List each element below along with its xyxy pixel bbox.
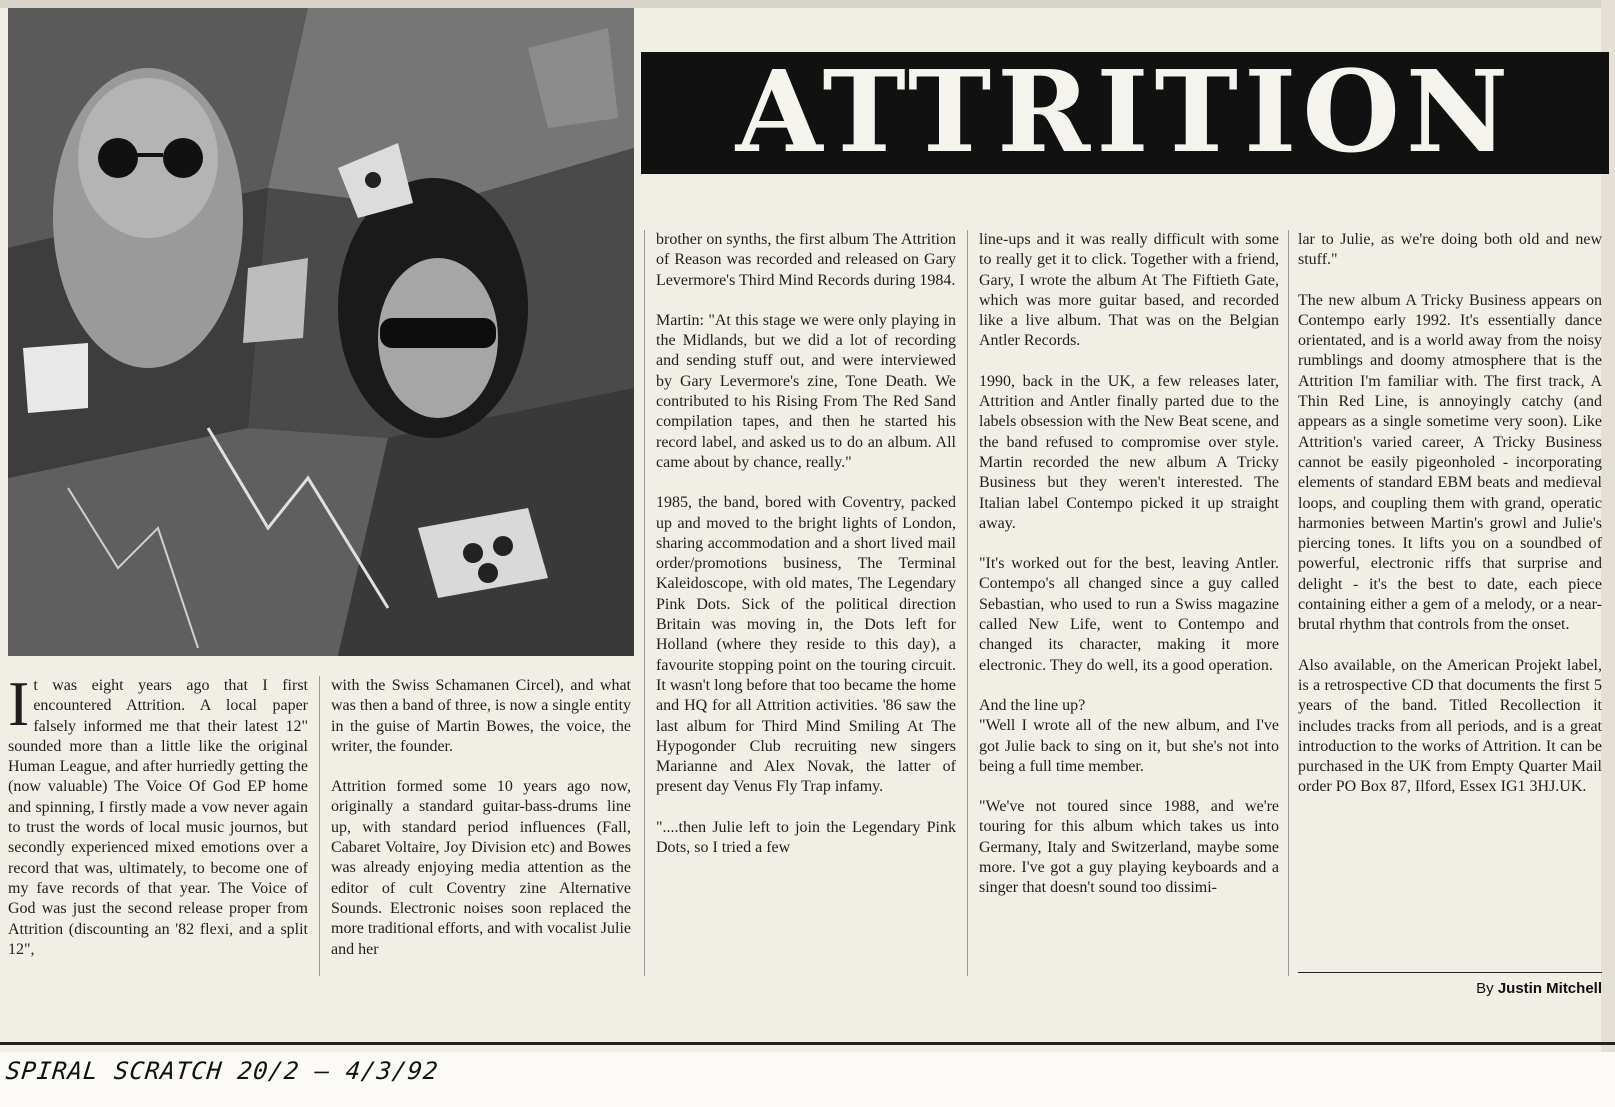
- article-column-3: [656, 230, 956, 858]
- byline-prefix: By: [1476, 980, 1494, 997]
- article-paragraph: "It's worked out for the best, leaving Antler. Contempo's all changed since a guy called Sebastian, who used to run a Swiss magazine called New Life, went to Contempo and changed its character, making it more electronic. They do well, its a good operation.: [979, 555, 1279, 674]
- paragraph-text: t was eight years ago that I first encountered Attrition. A local paper falsely informed me that their latest 12" sounded more than a little like the original Human League, and after hurriedly getting the (now valuable) The Voice Of God EP home and spinning, I firstly made a vow never again to trust the words of local music journos, but secondly experienced mixed emotions over a record that was, ultimately, to become one of my fave records of that year. The Voice of God was just the second release proper from Attrition (discounting an '82 flexi, and a split 12",: [8, 677, 308, 958]
- byline-rule: [1298, 972, 1602, 973]
- headline-title: ATTRITION: [735, 52, 1515, 174]
- article-column-1: [8, 668, 308, 960]
- drop-cap: I: [8, 668, 30, 739]
- article-paragraph: "Well I wrote all of the new album, and I've got Julie back to sing on it, but she's not into being a full time member.: [979, 717, 1279, 775]
- article-column-4: [979, 230, 1279, 899]
- column-divider: [319, 676, 320, 976]
- handwritten-source-note: SPIRAL SCRATCH 20/2 – 4/3/92: [4, 1057, 441, 1085]
- band-photo: [8, 8, 634, 656]
- article-paragraph: 1990, back in the UK, a few releases later, Attrition and Antler finally parted due to the labels obsession with the New Beat scene, and the band refused to compromise over style. Martin recorded the new album A Tricky Business but they weren't interested. The Italian label Contempo picked it up straight away.: [979, 372, 1279, 532]
- byline: [1298, 980, 1602, 997]
- article-paragraph: brother on synths, the first album The Attrition of Reason was recorded and released on Gary Levermore's Third Mind Records during 1984.: [656, 231, 956, 289]
- column-divider: [644, 230, 645, 976]
- article-paragraph: lar to Julie, as we're doing both old and new stuff.": [1298, 231, 1602, 269]
- clipping-top-edge: [0, 0, 1615, 8]
- article-paragraph: "We've not toured since 1988, and we're touring for this album which takes us into Germany, Italy and Switzerland, maybe some more. I've got a guy playing keyboards and a singer that doesn't sound too dissimi-: [979, 798, 1279, 897]
- article-paragraph: [8, 668, 308, 960]
- article-paragraph: Attrition formed some 10 years ago now, originally a standard guitar-bass-drums line up, with standard period influences (Fall, Cabaret Voltaire, Joy Division etc) and Bowes was already enjoying media attention as the editor of cult Coventry zine Alternative Sounds. Electronic noises soon replaced the more traditional efforts, and with vocalist Julie and her: [331, 778, 631, 958]
- column-divider: [1288, 230, 1289, 976]
- article-column-5: [1298, 230, 1602, 798]
- article-paragraph: line-ups and it was really difficult with some to really get it to click. Together with a friend, Gary, I wrote the album At The Fiftieth Gate, which was more guitar based, and recorded like a live album. That was on the Belgian Antler Records.: [979, 231, 1279, 350]
- article-paragraph: "....then Julie left to join the Legendary Pink Dots, so I tried a few: [656, 818, 956, 857]
- article-paragraph: Also available, on the American Projekt label, is a retrospective CD that documents the first 5 years of the band. Titled Recollection it includes tracks from all periods, and is a great introduction to the works of Attrition. It can be purchased in the UK from Empty Quarter Mail order PO Box 87, Ilford, Essex IG1 3HJ.UK.: [1298, 656, 1602, 796]
- band-photo-collage: [8, 8, 634, 656]
- byline-author: Justin Mitchell: [1497, 980, 1602, 997]
- article-paragraph: 1985, the band, bored with Coventry, packed up and moved to the bright lights of London, sharing accommodation and a short lived mail order/promotions business, The Terminal Kaleidoscope, with old mates, The Legendary Pink Dots. Sick of the political direction Britain was moving in, the Dots left for Holland (where they reside to this day), a favourite stopping point on the touring circuit. It wasn't long before that too became the home and HQ for all Attrition activities. '86 saw the last album for Third Mind Smiling At The Hypogonder Club recruiting new singers Marianne and Alex Novak, the latter of present day Venus Fly Trap infamy.: [656, 494, 956, 796]
- article-column-2: [331, 676, 631, 960]
- column-divider: [967, 230, 968, 976]
- article-paragraph: with the Swiss Schamanen Circel), and what was then a band of three, is now a single entity in the guise of Martin Bowes, the voice, the writer, the founder.: [331, 677, 631, 755]
- article-paragraph: And the line up?: [979, 696, 1086, 714]
- article-paragraph: The new album A Tricky Business appears on Contempo early 1992. It's essentially dance orientated, and is a world away from the noisy rumblings and doomy atmosphere that is the Attrition I'm familiar with. The first track, A Thin Red Line, is annoyingly catchy (and appears as a single sometime very soon). Like Attrition's varied career, A Tricky Business cannot be easily pigeonholed - incorporating elements of standard EBM beats and medieval loops, and coupling them with grand, operatic harmonies between Martin's growl and Julie's piercing tones. It lifts you on a soundbed of powerful, electronic riffs that surprise and delight - it's the best to date, each piece containing either a gem of a melody, or a near-brutal rhythm that controls from the onset.: [1298, 291, 1602, 634]
- article-paragraph: Martin: "At this stage we were only playing in the Midlands, but we did a lot of recording and sending stuff out, and were interviewed by Gary Levermore's zine, Tone Death. We contributed to his Rising From The Red Sand compilation tapes, and then he started his record label, and asked us to do an album. All came about by chance, really.": [656, 311, 956, 471]
- bottom-rule: [0, 1042, 1615, 1045]
- headline-banner: [641, 52, 1609, 174]
